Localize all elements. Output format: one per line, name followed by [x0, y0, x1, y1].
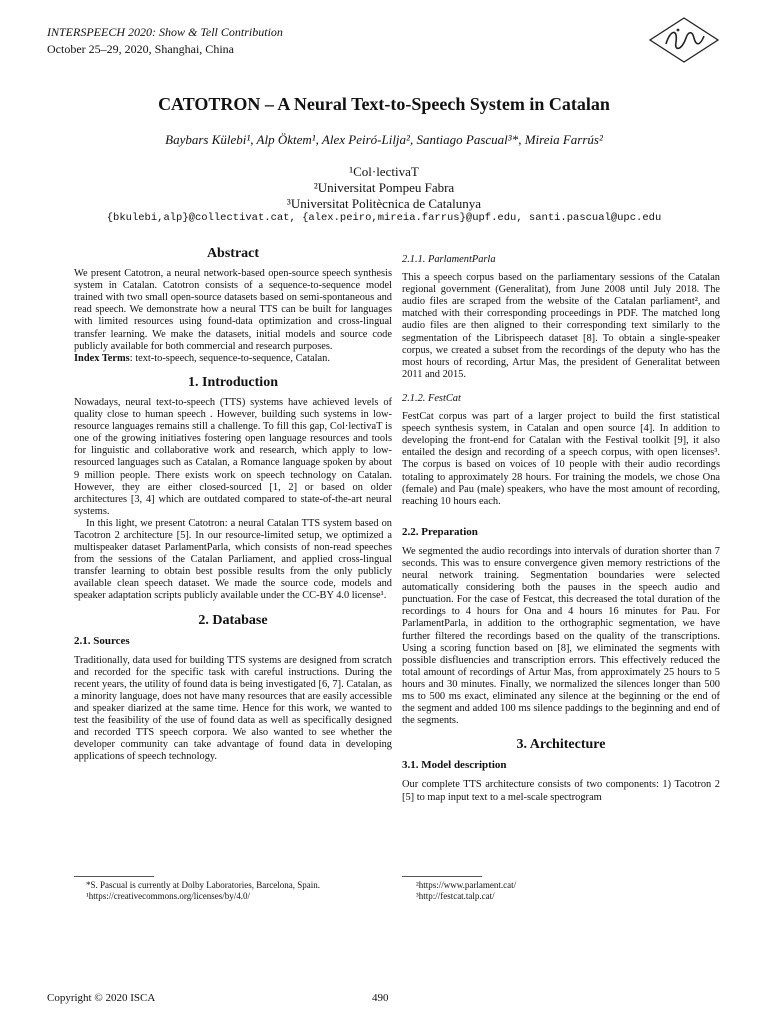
model-description-heading: 3.1. Model description [402, 759, 507, 772]
page-number: 490 [372, 992, 389, 1004]
conference-date: October 25–29, 2020, Shanghai, China [47, 42, 234, 56]
isca-logo [648, 16, 720, 64]
copyright: Copyright © 2020 ISCA [47, 992, 156, 1004]
conference-name: INTERSPEECH 2020: Show & Tell Contribution [47, 25, 283, 39]
festcat-text: FestCat corpus was part of a larger project to build the first statistical speech synthesis system, in Catalan and open source [4]. In addition to developing the front-end for Catalan with the Festival toolkit [9], it also entailed the design and recording of a speech corpus, with open licenses³. The corpus is based on voices of 10 people with their audio recordings totaling to approximately 28 hours. For training the models, we chose Ona (female) and Pau (male) speakers, who have the most amount of recording, reaching 10 hours each. [402, 411, 720, 507]
right-column [402, 254, 720, 804]
index-terms-text: : text-to-speech, sequence-to-sequence, Catalan. [129, 352, 330, 364]
abstract-text: We present Catotron, a neural network-based open-source speech synthesis system in Catalan. Catotron consists of a sequence-to-sequence model trained with two small open-source datasets based on semi-spontaneous and read speech. We demonstrate how a neural TTS can be built for languages with limited resources using found-data optimization and cross-lingual transfer learning. We make the datasets, initial models and source code publicly available for both commercial and research purposes. [74, 268, 392, 352]
introduction-heading: 1. Introduction [188, 374, 278, 390]
festcat-heading: 2.1.2. FestCat [402, 392, 461, 404]
architecture-text: Our complete TTS architecture consists of two components: 1) Tacotron 2 [5] to map input text to a mel-scale spectrogram [402, 779, 720, 803]
intro-paragraph-1: Nowadays, neural text-to-speech (TTS) systems have achieved levels of quality close to human speech . However, building such systems in low-resource languages remains still a challenge. To fill this gap, Col·lectivaT is one of the growing initiatives fostering open language resources and tools for linguistic and collaborative work and research, which apply to low-resourced languages such as Catalan, a Romance language spoken by about 9 million people. There exists work on speech technology on Catalan. However, they are either closed-sourced [1, 2] or based on older architectures [3, 4] which are outdated compared to state-of-the-art neural systems. [74, 396, 392, 517]
affiliation-1: ¹Col·lectivaT [349, 164, 419, 179]
left-footnotes [86, 880, 386, 902]
database-heading: 2. Database [198, 612, 268, 628]
parlamentparla-text: This a speech corpus based on the parliamentary sessions of the Catalan regional government (Generalitat), from June 2008 until July 2018. The audio files are scraped from the website of the Catalan parliament², and matched with their corresponding proceedings in PDF. The matched long audio files are then aligned to their corresponding text similarly to the segmentation of the Librispeech dataset [8]. To obtain a single-speaker corpus, we created a subset from the recordings of the deputy who has the most hours of recording, Artur Mas, the president of Generalitat between 2011 and 2015. [402, 272, 720, 380]
parlamentparla-heading: 2.1.1. ParlamentParla [402, 254, 496, 265]
left-footnote-rule [74, 876, 154, 877]
footnote-festcat-url: ³http://festcat.talp.cat/ [416, 891, 495, 901]
author-list: Baybars Külebi¹, Alp Öktem¹, Alex Peiró-Lilja², Santiago Pascual³*, Mireia Farrús² [165, 132, 603, 147]
index-terms [74, 353, 392, 365]
affiliations [0, 164, 768, 212]
preparation-heading: 2.2. Preparation [402, 525, 478, 538]
left-column [74, 248, 392, 764]
sources-text: Traditionally, data used for building TTS systems are designed from scratch and recorded for the specific task with careful instructions. During the recent years, the utility of found data is being investigated [6, 7]. Catalan, as a minority language, does not have many resources that are easily accessible and speaker diarized at the same time. Hence for this work, we wanted to test the feasibility of the use of found data as well as specifically designed and recorded TTS speech corpora. We also wanted to see whether the developer community can take advantage of found data in developing applications of speech technology. [74, 654, 392, 763]
affiliation-2: ²Universitat Pompeu Fabra [313, 180, 455, 195]
architecture-heading: 3. Architecture [516, 737, 606, 753]
abstract-heading: Abstract [206, 246, 260, 261]
footnote-parlament-url: ²https://www.parlament.cat/ [416, 880, 517, 890]
right-footnote-rule [402, 876, 482, 877]
index-terms-label: Index Terms [74, 352, 130, 364]
affiliation-3: ³Universitat Politècnica de Catalunya [286, 196, 482, 211]
author-emails: {bkulebi,alp}@collectivat.cat, {alex.peiro,mireia.farrus}@upf.edu, santi.pascual@upc.edu [106, 212, 662, 224]
intro-paragraph-2: In this light, we present Catotron: a neural Catalan TTS system based on Tacotron 2 architecture [5]. In our resource-limited setup, we optimized a multispeaker dataset ParlamentParla, which consists of non-read speeches from the sessions of the Catalan Parliament, and applied cross-lingual transfer learning to obtain best possible results from the only publicly available clean speech dataset. We made the source code, models and speaker adaptation scripts publicly available under the CC-BY 4.0 license¹. [74, 517, 392, 602]
footnote-license: ¹https://creativecommons.org/licenses/by/4.0/ [86, 891, 251, 901]
sources-heading: 2.1. Sources [74, 634, 130, 647]
preparation-text: We segmented the audio recordings into intervals of duration shorter than 7 seconds. This was to ensure convergence given memory restrictions of the neural network training. Segmentation boundaries were selected automatically considering both the pauses in the speech audio and punctuation. For the case of Festcat, this decreased the total duration of the recordings to 4 hours for Ona and 4 hours 16 minutes for Pau. For ParlamentParla, in addition to the orthographic segmentation, we have further filtered the recordings based on the quality of the transcriptions. Using a scoring function based on [8], we eliminated the segments with possible disfluencies and transcription errors. This effectively reduced the total amount of recordings of Artur Mas, from approximately 25 hours to 5 hours and 30 minutes. Finally, we normalized the silences longer than 500 ms to 500 ms exact, eliminated any silence at the beginning or the end of the segment and added 100 ms silence paddings to the beginning and end of the segments. [402, 545, 720, 727]
footnote-pascual: *S. Pascual is currently at Dolby Laboratories, Barcelona, Spain. [86, 880, 320, 890]
conference-header [47, 24, 283, 58]
paper-title: CATOTRON – A Neural Text-to-Speech System in Catalan [158, 94, 610, 114]
right-footnotes [416, 880, 716, 902]
